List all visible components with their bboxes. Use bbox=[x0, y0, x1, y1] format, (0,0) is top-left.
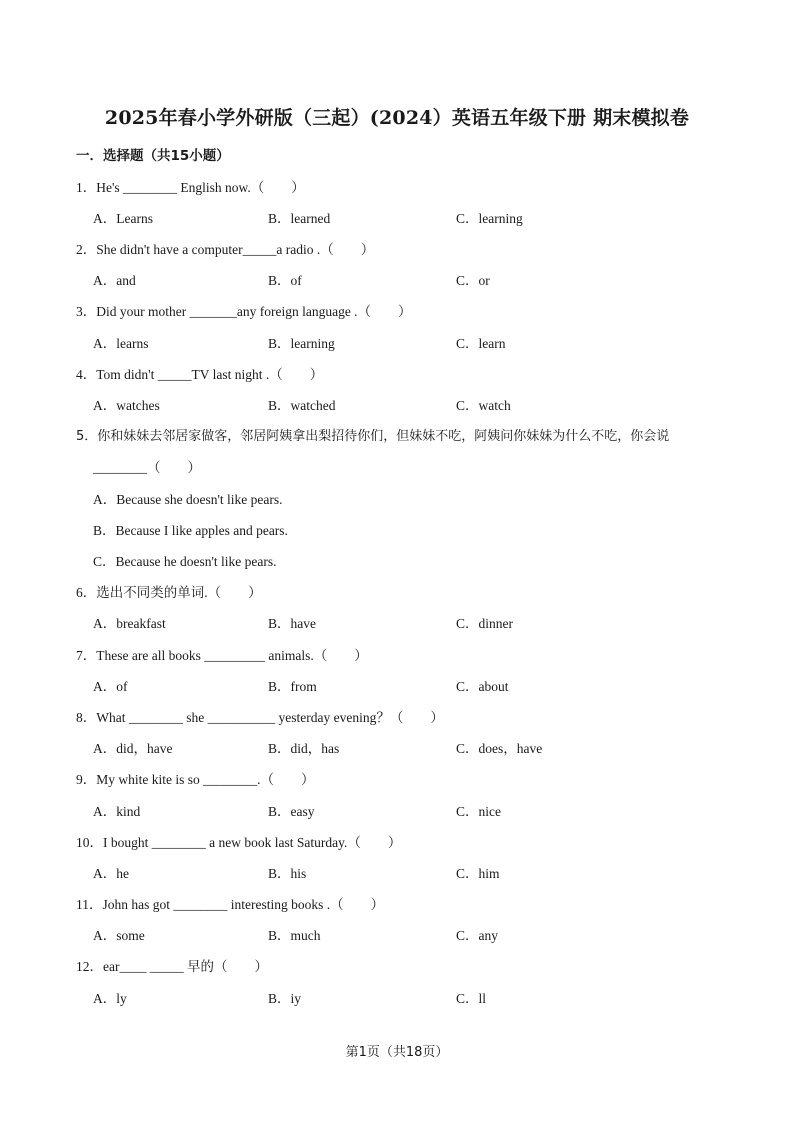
option-a[interactable]: A．did，have bbox=[93, 741, 173, 756]
option-a[interactable]: A．and bbox=[93, 273, 136, 288]
option-c[interactable]: C．watch bbox=[456, 398, 511, 413]
question-number: 1． bbox=[76, 180, 97, 195]
question-2 bbox=[76, 238, 374, 258]
question-10 bbox=[76, 831, 401, 851]
option-c[interactable]: C．does，have bbox=[456, 741, 543, 756]
option-b[interactable]: B．of bbox=[268, 273, 302, 288]
option-b[interactable]: B．learning bbox=[268, 336, 335, 351]
question-12 bbox=[76, 955, 268, 975]
option-b[interactable]: B．did，has bbox=[268, 741, 340, 756]
option-b[interactable]: B．his bbox=[268, 866, 307, 881]
question-stem: These are all books _________ animals.（ ） bbox=[96, 648, 368, 663]
option-c[interactable]: C．any bbox=[456, 928, 498, 943]
question-number: 10． bbox=[76, 835, 103, 850]
question-5 bbox=[76, 425, 669, 444]
question-8 bbox=[76, 706, 444, 726]
question-stem: She didn't have a computer_____a radio .（ ） bbox=[96, 242, 375, 257]
option-a[interactable]: A．watches bbox=[93, 398, 160, 413]
option-c[interactable]: C．nice bbox=[456, 804, 501, 819]
question-4 bbox=[76, 363, 323, 383]
option-a[interactable]: A．of bbox=[93, 679, 128, 694]
question-stem: 选出不同类的单词.（ ） bbox=[96, 585, 262, 600]
question-stem: I bought ________ a new book last Saturday.（ ） bbox=[103, 835, 402, 850]
question-number: 12． bbox=[76, 959, 103, 974]
question-stem: He's ________ English now.（ ） bbox=[96, 180, 305, 195]
option-a[interactable]: A．breakfast bbox=[93, 616, 166, 631]
question-number: 2． bbox=[76, 242, 97, 257]
option-b[interactable]: B．Because I like apples and pears. bbox=[93, 523, 288, 538]
question-number: 9． bbox=[76, 772, 97, 787]
question-stem: 你和妹妹去邻居家做客，邻居阿姨拿出梨招待你们，但妹妹不吃，阿姨问你妹妹为什么不吃，你会说 bbox=[97, 429, 670, 444]
option-a[interactable]: A．Because she doesn't like pears. bbox=[93, 492, 283, 507]
option-a[interactable]: A．ly bbox=[93, 991, 127, 1006]
option-b[interactable]: B．iy bbox=[268, 991, 302, 1006]
question-stem: What ________ she __________ yesterday evening？（ ） bbox=[96, 710, 444, 725]
option-c[interactable]: C．learning bbox=[456, 211, 523, 226]
question-number: 3． bbox=[76, 304, 97, 319]
question-stem: Did your mother _______any foreign language .（ ） bbox=[96, 304, 412, 319]
option-c[interactable]: C．ll bbox=[456, 991, 487, 1006]
question-9 bbox=[76, 768, 315, 788]
question-number: 4． bbox=[76, 367, 97, 382]
option-c[interactable]: C．dinner bbox=[456, 616, 513, 631]
section-heading: 一．选择题（共15小题） bbox=[76, 148, 230, 164]
option-c[interactable]: C．Because he doesn't like pears. bbox=[93, 554, 277, 569]
question-number: 6． bbox=[76, 585, 97, 600]
question-stem: My white kite is so ________.（ ） bbox=[96, 772, 315, 787]
question-number: 11． bbox=[76, 897, 103, 912]
option-c[interactable]: C．about bbox=[456, 679, 509, 694]
question-stem: John has got ________ interesting books .（ ） bbox=[102, 897, 385, 912]
option-b[interactable]: B．from bbox=[268, 679, 317, 694]
option-c[interactable]: C．or bbox=[456, 273, 490, 288]
question-stem: Tom didn't _____TV last night .（ ） bbox=[96, 367, 324, 382]
question-number: 7． bbox=[76, 648, 97, 663]
option-a[interactable]: A．Learns bbox=[93, 211, 153, 226]
question-stem: ear____ _____ 早的（ ） bbox=[103, 959, 268, 974]
question-stem-continued: ________（ ） bbox=[93, 460, 201, 475]
question-3 bbox=[76, 300, 412, 320]
option-b[interactable]: B．have bbox=[268, 616, 316, 631]
question-11 bbox=[76, 893, 384, 913]
option-c[interactable]: C．him bbox=[456, 866, 500, 881]
question-7 bbox=[76, 644, 368, 664]
option-a[interactable]: A．kind bbox=[93, 804, 141, 819]
page-title: 2025年春小学外研版（三起）(2024）英语五年级下册 期末模拟卷 bbox=[104, 107, 690, 129]
option-b[interactable]: B．watched bbox=[268, 398, 336, 413]
option-a[interactable]: A．some bbox=[93, 928, 145, 943]
option-c[interactable]: C．learn bbox=[456, 336, 506, 351]
question-1 bbox=[76, 176, 305, 196]
page-footer: 第1页（共18页） bbox=[345, 1045, 449, 1060]
question-number: 8． bbox=[76, 710, 97, 725]
question-6 bbox=[76, 581, 262, 601]
option-b[interactable]: B．easy bbox=[268, 804, 315, 819]
option-b[interactable]: B．much bbox=[268, 928, 321, 943]
option-a[interactable]: A．learns bbox=[93, 336, 149, 351]
question-number: 5． bbox=[76, 429, 98, 444]
option-b[interactable]: B．learned bbox=[268, 211, 331, 226]
option-a[interactable]: A．he bbox=[93, 866, 129, 881]
